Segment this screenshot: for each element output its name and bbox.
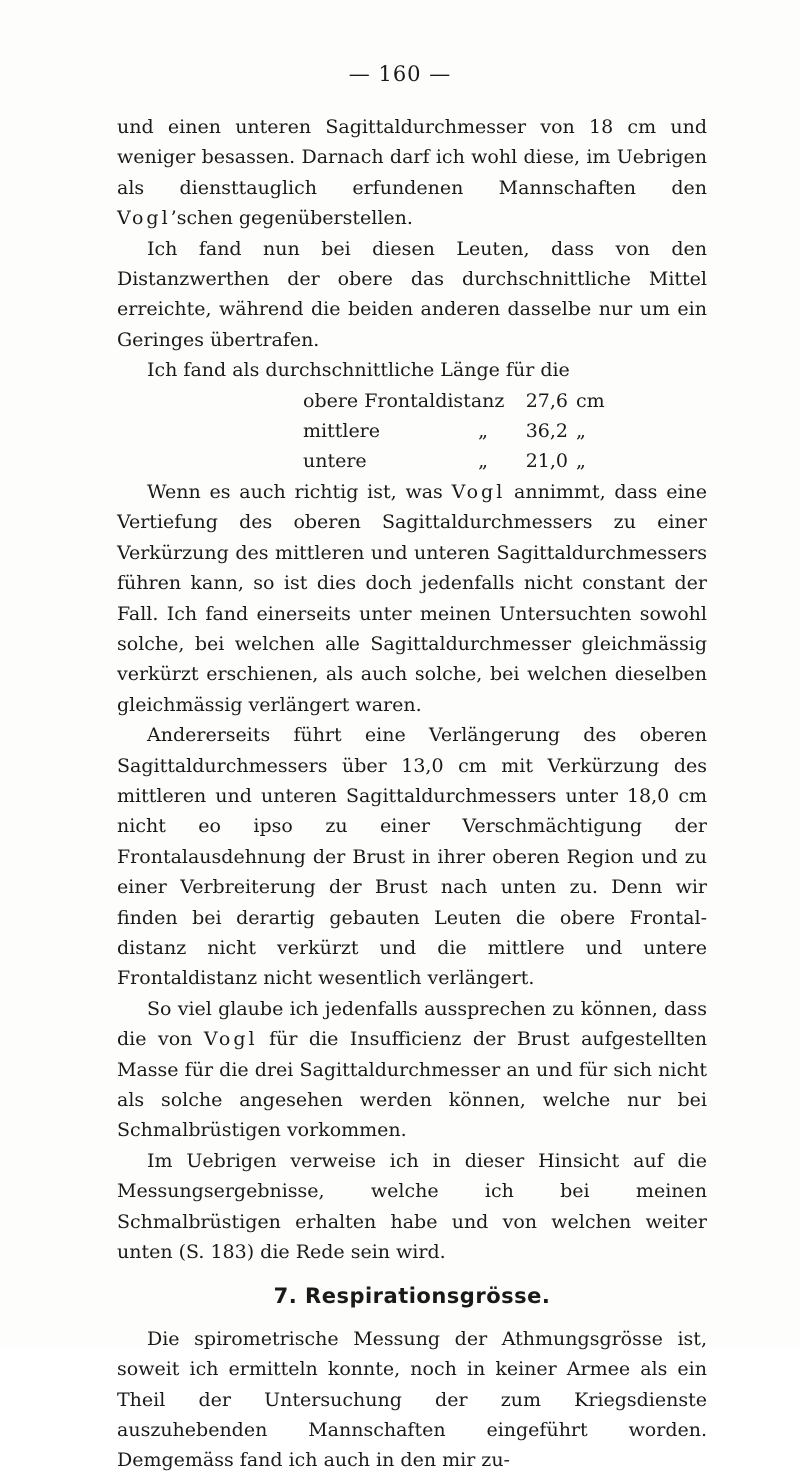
page-number: — 160 — — [348, 62, 452, 86]
distance-value: 21,0 — [525, 450, 568, 473]
ditto-mark: „ — [478, 420, 488, 443]
distance-list — [117, 386, 707, 477]
distance-unit: „ — [576, 420, 586, 443]
author-name: Vogl — [451, 480, 506, 503]
paragraph: Die spirometrische Messung der Athmungsgrösse ist, soweit ich ermitteln konnte, noch in keiner Armee als ein Theil der Untersuchung der zum Kriegsdienste auszuhebenden Mannschaften eingeführt worden. Demgemäss fand ich auch in den mir zu- — [117, 1327, 707, 1472]
author-name: Vogl — [203, 1028, 258, 1051]
ditto-mark: „ — [478, 450, 488, 473]
section-heading: 7. Respirationsgrösse. — [273, 1284, 551, 1309]
paragraph: Im Uebrigen verweise ich in dieser Hinsicht auf die Messungsergebnisse, welche ich bei meinen Schmalbrüstigen erhalten habe und von welchen weiter unten (S. 183) die Rede sein wird. — [117, 1149, 707, 1264]
text-run: für die Insufficienz der Brust aufgestellten Masse für die drei Sagittaldurchmesser an und für sich nicht als solche angesehen werden können, welche nur bei Schmalbrüstigen vorkommen. — [117, 1028, 707, 1142]
distance-unit: „ — [576, 450, 586, 473]
distance-value: 36,2 — [525, 420, 568, 443]
distance-value: 27,6 — [525, 389, 568, 412]
paragraph — [117, 994, 707, 1146]
paragraph: Andererseits führt eine Verlängerung des oberen Sagittaldurchmessers über 13,0 cm mit Verkürzung des mittleren und unteren Sagittaldurchmessers unter 18,0 cm nicht eo ipso zu einer Verschmächtigung der Frontalausdehnung der Brust in ihrer oberen Region und zu einer Verbreiterung der Brust nach unten zu. Denn wir finden bei derartig gebauten Leuten die obere Frontaldistanz nicht verkürzt und die mittlere und untere Frontaldistanz nicht wesentlich verlängert. — [117, 724, 707, 990]
text-run: ’schen gegenüberstellen. — [170, 207, 413, 230]
distance-label: obere Frontaldistanz — [303, 389, 505, 412]
paragraph — [117, 477, 707, 720]
distance-label: untere — [303, 450, 367, 473]
distance-label: mittlere — [303, 420, 381, 443]
text-run: Wenn es auch richtig ist, was — [147, 480, 452, 503]
distance-table — [303, 386, 616, 477]
distance-row — [303, 386, 616, 416]
text-run: und einen unteren Sagittaldurchmesser von 18 cm und weniger besassen. Darnach darf ich wohl diese, im Uebrigen als diensttauglich erfundenen Mannschaften den — [117, 116, 707, 199]
text-run: annimmt, dass eine Vertiefung des oberen Sagittaldurchmessers zu einer Verkürzung des mittleren und unteren Sagittaldurchmessers führen kann, so ist dies doch jedenfalls nicht constant der Fall. Ich fand einerseits unter meinen Untersuchten sowohl solche, bei welchen alle Sagittaldurchmesser gleichmässig verkürzt erschienen, als auch solche, bei welchen dieselben gleichmässig verlängert waren. — [117, 480, 707, 716]
distance-row — [303, 416, 616, 446]
author-name: Vogl — [117, 207, 171, 230]
text-run: So viel glaube ich jedenfalls aussprechen zu können, dass die von — [117, 997, 707, 1051]
paragraph: Ich fand nun bei diesen Leuten, dass von den Distanzwerthen der obere das durchschnittliche Mittel erreichte, während die beiden anderen dasselbe nur um ein Geringes übertrafen. — [117, 237, 707, 351]
distance-row — [303, 446, 616, 476]
body-text — [117, 112, 707, 1476]
paragraph-intro: Ich fand als durchschnittliche Länge für die — [147, 359, 570, 382]
paragraph-continuation — [117, 112, 707, 234]
distance-unit: cm — [576, 389, 605, 412]
